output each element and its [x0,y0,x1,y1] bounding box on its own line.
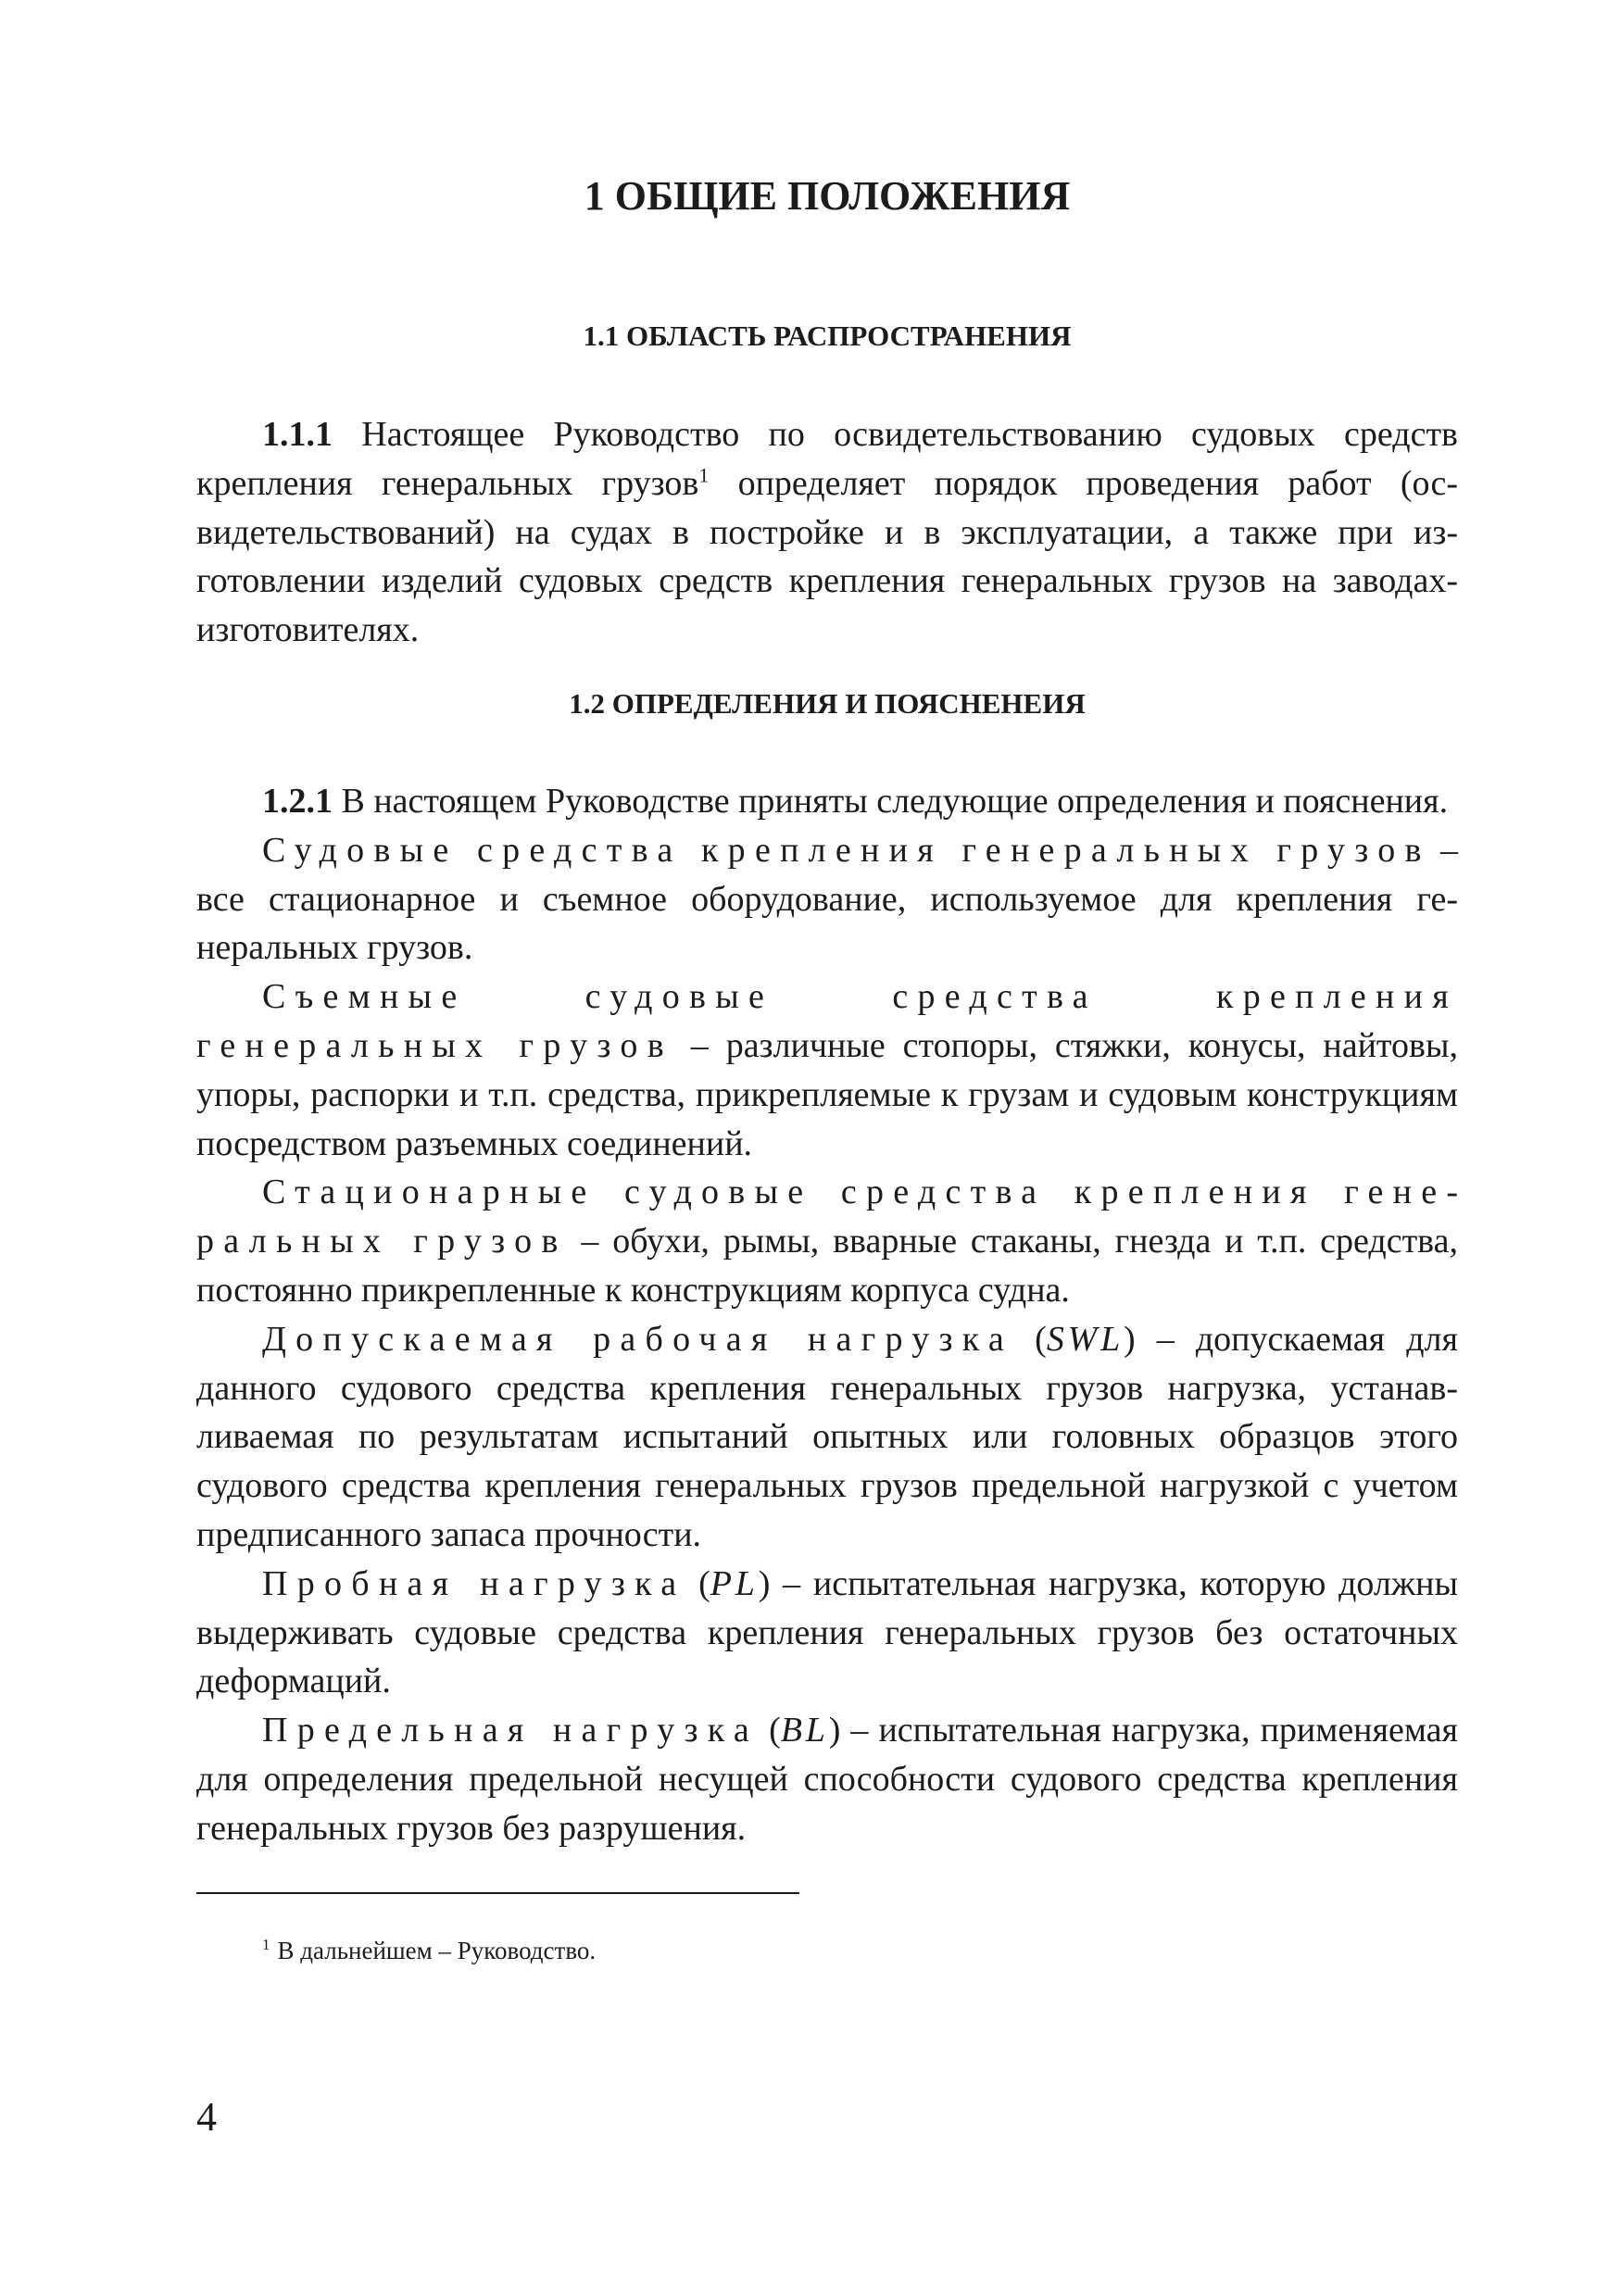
definition-text: – допускаемая для данного судового средства крепления генеральных грузов нагрузка, устанавливаемая по результатам испытаний опытных или головных образцов этого судового средства крепления генеральных грузов предельной нагрузкой с учетом предписанного запаса прочности. [196,1319,1459,1554]
definition-abbr-wrapper: (SWL) [1035,1319,1136,1359]
definition-text: – обухи, рымы, вварные стаканы, гнезда и т.п. средства, постоянно прикрепленные к конструкциям корпуса судна. [196,1222,1458,1310]
footnote-separator [196,1892,799,1894]
paragraph-number: 1.1.1 [262,415,333,454]
definition-abbr-wrapper: (BL) [769,1711,841,1750]
definition-text: – испытательная нагрузка, которую должны выдерживать судовые средства крепления генеральных грузов без остаточных деформаций. [196,1563,1459,1701]
definition-text: – испытательная нагрузка, применяемая для определения предельной несущей способности судового средства крепления генеральных грузов без разрушения. [196,1711,1458,1848]
definition-term: Допускаемая рабочая нагрузка [262,1319,1014,1359]
definition-abbreviation: PL [710,1563,759,1603]
definition-term: Судовые средства крепления генеральных грузов [262,830,1431,870]
definition-item [196,1315,1458,1560]
paragraph-number: 1.2.1 [262,782,333,821]
definition-term: Пробная нагрузка [262,1563,686,1603]
definition-term: Съемные судовые средства крепления генеральных грузов [196,977,1458,1065]
paragraph-1-2-1 [196,777,1458,826]
paragraph-text: В настоящем Руководстве приняты следующие определения и пояснения. [333,782,1449,821]
section-definitions-body [196,777,1458,1853]
paragraph-text: определяет порядок проведения работ (освидетельствований) на судах в постройке и в эксплуатации, а также при изготовлении изделий судовых средств крепления генеральных грузов на заводах-изготовителях. [196,463,1458,650]
page-number: 4 [196,2094,217,2139]
definition-term: Стационарные судовые средства крепления генеральных грузов [196,1173,1458,1261]
paragraph-1-1-1 [196,410,1458,655]
footnote-text: В дальнейшем – Руководство. [277,1937,597,1964]
footnote-reference[interactable]: 1 [698,463,710,487]
definition-term: Предельная нагрузка [262,1711,760,1750]
definition-abbreviation: SWL [1046,1319,1125,1359]
definition-item [196,1706,1458,1852]
section-title-definitions: 1.2 ОПРЕДЕЛЕНИЯ И ПОЯСНЕНЕИЯ [569,687,1086,720]
definition-abbreviation: BL [780,1711,829,1750]
definition-item [196,1168,1458,1314]
definition-text: – различные стопоры, стяжки, конусы, найтовы, упоры, распорки и т.п. средства, прикрепляемые к грузам и судовым конструкциям посредством разъемных соединений. [196,1025,1458,1163]
section-scope-body [196,410,1458,655]
definition-item [196,826,1458,972]
definition-abbr-wrapper: (PL) [698,1563,771,1603]
section-title-scope: 1.1 ОБЛАСТЬ РАСПРОСТРАНЕНИЯ [583,320,1072,352]
chapter-title: 1 ОБЩИЕ ПОЛОЖЕНИЯ [584,173,1071,219]
definition-text: – все стационарное и съемное оборудование, используемое для крепления генеральных грузов. [196,830,1459,968]
definition-item [196,1560,1458,1706]
definition-item [196,972,1458,1168]
footnote [262,1934,596,1967]
paragraph-text: Настоящее Руководство по освидетельствованию судовых средств крепления генеральных грузов [196,415,1458,503]
footnote-mark: 1 [262,1936,270,1953]
